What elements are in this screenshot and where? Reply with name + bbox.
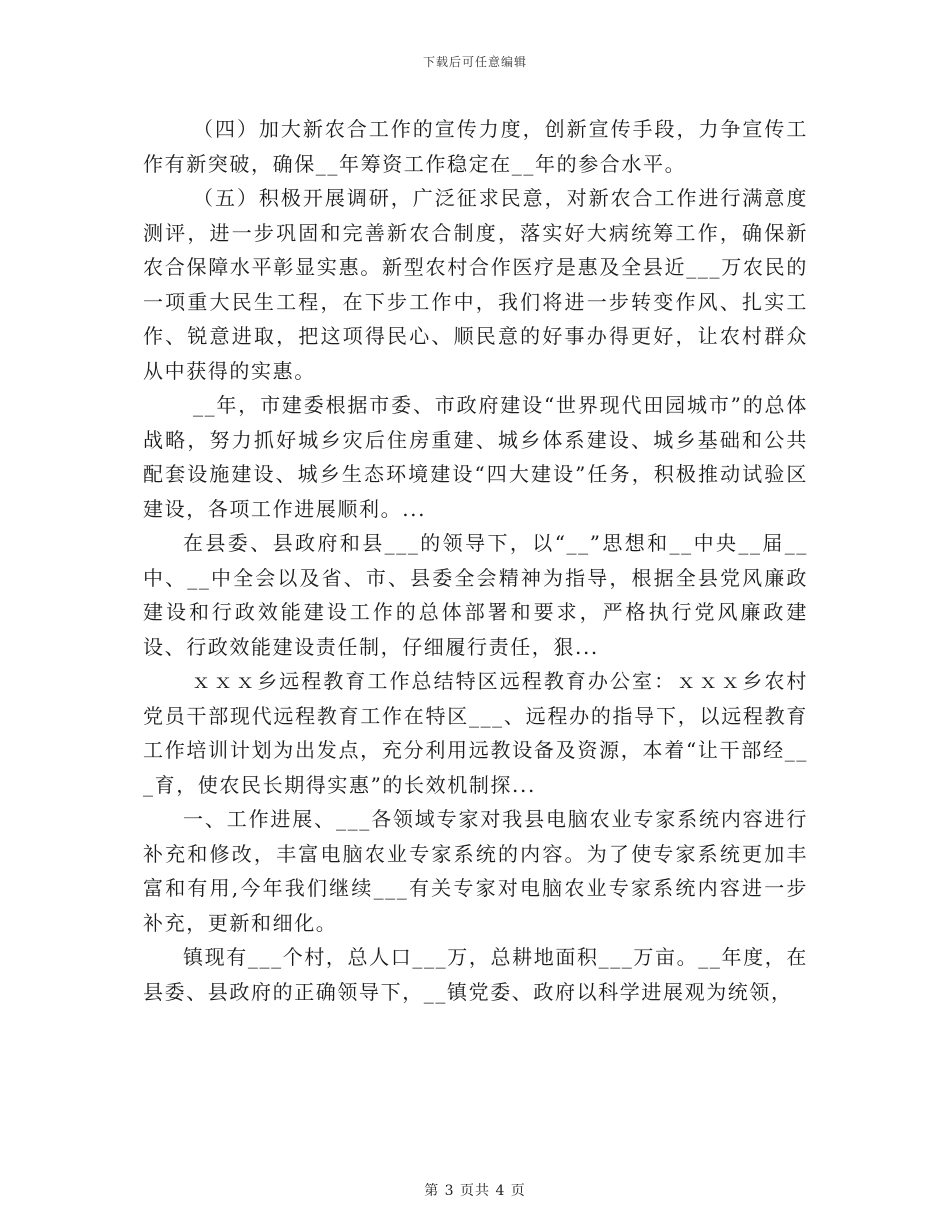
paragraph-1: （四）加大新农合工作的宣传力度，创新宣传手段，力争宣传工作有新突破，确保__年筹资工作稳定在__年的参合水平。 [143, 117, 808, 176]
paragraph-4: 在县委、县政府和县___的领导下，以“__”思想和__中央__届__中、__中全会以及省、市、县委全会精神为指导，根据全县党风廉政建设和行政效能建设工作的总体部署和要求，严格执行党风廉政建设、行政效能建设责任制，仔细履行责任，狠... [143, 531, 808, 659]
page-header: 下载后可任意编辑 [422, 55, 527, 69]
paragraph-5: ｘｘｘ乡远程教育工作总结特区远程教育办公室：ｘｘｘ乡农村党员干部现代远程教育工作在特区___、远程办的指导下，以远程教育工作培训计划为出发点，充分利用远教设备及资源，本着“让干部经___育，使农民长期得实惠”的长效机制探... [143, 669, 808, 797]
paragraph-6: 一、工作进展、___各领域专家对我县电脑农业专家系统内容进行补充和修改，丰富电脑农业专家系统的内容。为了使专家系统更加丰富和有用,今年我们继续___有关专家对电脑农业专家系统内容进一步补充，更新和细化。 [143, 807, 808, 935]
page-footer: 第 3 页共 4 页 [424, 1183, 526, 1199]
paragraph-7: 镇现有___个村，总人口___万，总耕地面积___万亩。__年度，在县委、县政府的正确领导下，__镇党委、政府以科学进展观为统领， [143, 945, 808, 1004]
paragraph-3: __年，市建委根据市委、市政府建设“世界现代田园城市”的总体战略，努力抓好城乡灾后住房重建、城乡体系建设、城乡基础和公共配套设施建设、城乡生态环境建设“四大建设”任务，积极推动试验区建设，各项工作进展顺利。... [143, 393, 808, 521]
paragraph-2: （五）积极开展调研，广泛征求民意，对新农合工作进行满意度测评，进一步巩固和完善新农合制度，落实好大病统筹工作，确保新农合保障水平彰显实惠。新型农村合作医疗是惠及全县近___万农民的一项重大民生工程，在下步工作中，我们将进一步转变作风、扎实工作、锐意进取，把这项得民心、顺民意的好事办得更好，让农村群众从中获得的实惠。 [143, 186, 808, 383]
document-body [143, 112, 808, 1009]
